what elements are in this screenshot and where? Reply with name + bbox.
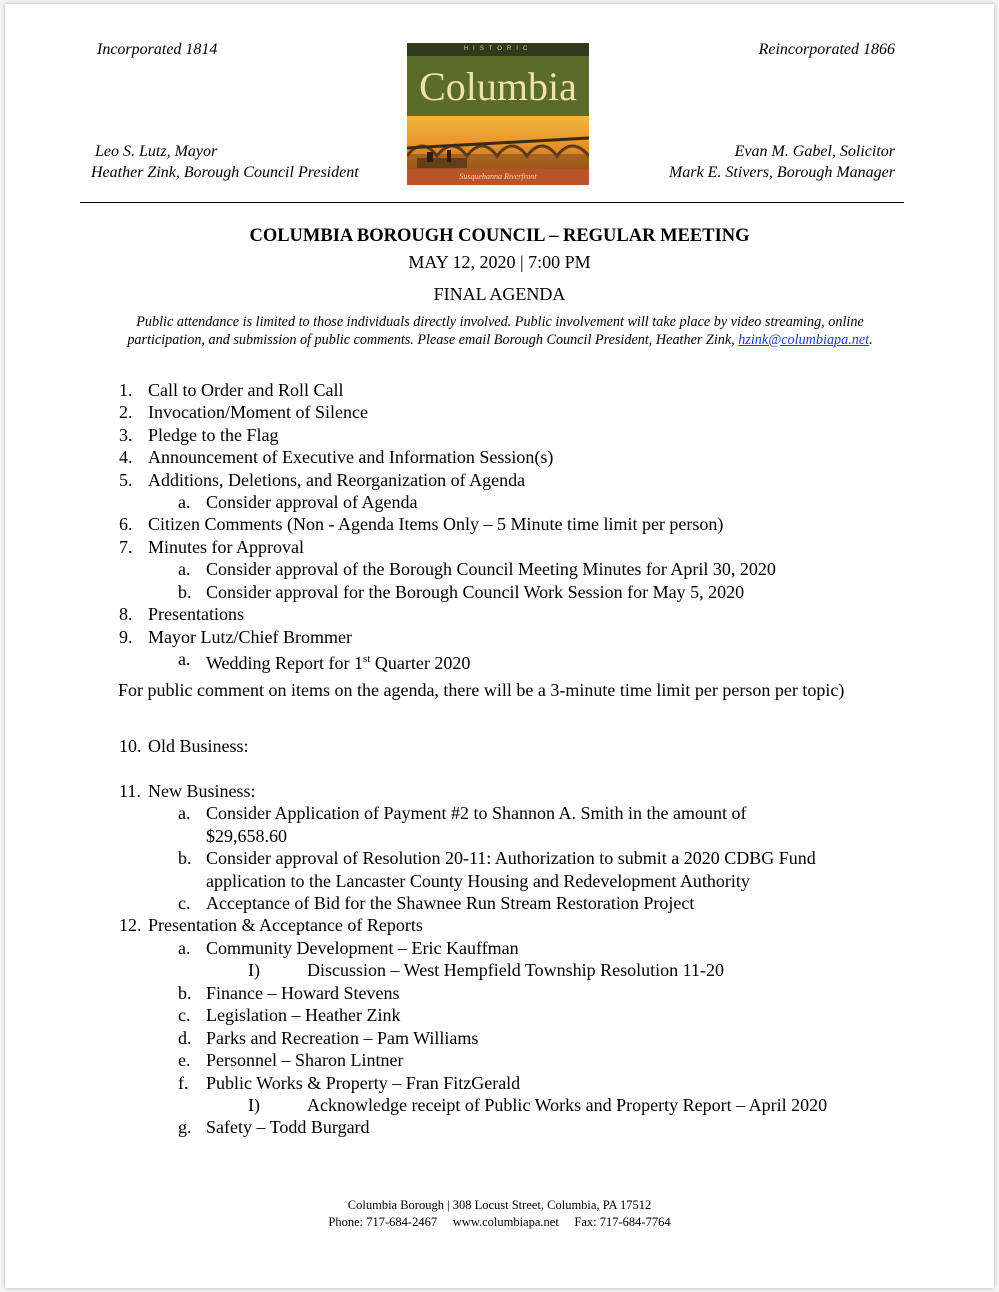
agenda-subitem bbox=[178, 847, 816, 869]
subsubitem-numeral: I) bbox=[248, 960, 260, 980]
subitem-text-post: Quarter 2020 bbox=[370, 653, 471, 673]
item-text: Pledge to the Flag bbox=[148, 425, 279, 445]
agenda-subitem bbox=[178, 1027, 479, 1049]
subitem-text: Parks and Recreation – Pam Williams bbox=[206, 1028, 479, 1048]
solicitor-name: Evan M. Gabel, Solicitor bbox=[734, 143, 895, 160]
notice-text: Public attendance is limited to those individuals directly involved. Public involvement will take place by video streaming, online participation, and submission of public comments. Please email Borough Council President, Heather Zink, bbox=[127, 314, 864, 348]
item-number: 12. bbox=[119, 915, 142, 935]
agenda-heading: FINAL AGENDA bbox=[433, 284, 566, 304]
subitem-text: Finance – Howard Stevens bbox=[206, 983, 400, 1003]
meeting-date-time: MAY 12, 2020 | 7:00 PM bbox=[408, 252, 591, 272]
subitem-text: Legislation – Heather Zink bbox=[206, 1005, 401, 1025]
reincorporated-text: Reincorporated 1866 bbox=[758, 41, 895, 58]
notice-end: . bbox=[869, 331, 873, 348]
subitem-text: Consider Application of Payment #2 to Shannon A. Smith in the amount of bbox=[206, 803, 747, 823]
footer-contact: Phone: 717-684-2467 www.columbiapa.net Fax: 717-684-7764 bbox=[328, 1215, 671, 1229]
agenda-item bbox=[119, 735, 249, 757]
agenda-subitem bbox=[178, 982, 400, 1004]
subitem-text: Personnel – Sharon Lintner bbox=[206, 1050, 404, 1070]
agenda-item bbox=[119, 513, 724, 535]
subitem-letter: g. bbox=[178, 1117, 192, 1137]
subitem-letter: a. bbox=[178, 649, 191, 669]
subsubitem-text: Discussion – West Hempfield Township Resolution 11-20 bbox=[307, 960, 724, 980]
email-link[interactable]: hzink@columbiapa.net bbox=[738, 331, 870, 348]
item-number: 4. bbox=[119, 447, 133, 467]
agenda-item bbox=[119, 424, 279, 446]
agenda-subitem bbox=[178, 1049, 404, 1071]
item-number: 8. bbox=[119, 604, 133, 624]
item-number: 7. bbox=[119, 537, 133, 557]
agenda-item bbox=[119, 401, 368, 423]
subitem-text: Consider approval for the Borough Council Work Session for May 5, 2020 bbox=[206, 582, 745, 602]
subitem-text: Consider approval of Agenda bbox=[206, 492, 418, 512]
subitem-letter: a. bbox=[178, 559, 191, 579]
footer-address: Columbia Borough | 308 Locust Street, Columbia, PA 17512 bbox=[347, 1198, 652, 1212]
agenda-item bbox=[119, 603, 244, 625]
agenda-subsubitem bbox=[248, 959, 724, 981]
subitem-text bbox=[206, 648, 470, 674]
item-number: 1. bbox=[119, 380, 133, 400]
item-text: Invocation/Moment of Silence bbox=[148, 402, 368, 422]
subitem-text: Public Works & Property – Fran FitzGerald bbox=[206, 1073, 521, 1093]
agenda-subitem bbox=[178, 491, 418, 513]
agenda-item bbox=[119, 379, 344, 401]
item-text: Citizen Comments (Non - Agenda Items Only – 5 Minute time limit per person) bbox=[148, 514, 724, 534]
agenda-item bbox=[119, 626, 352, 648]
subsubitem-text: Acknowledge receipt of Public Works and Property Report – April 2020 bbox=[307, 1095, 828, 1115]
subitem-text: Safety – Todd Burgard bbox=[206, 1117, 370, 1137]
agenda-item bbox=[119, 914, 423, 936]
item-text: Announcement of Executive and Information Session(s) bbox=[148, 447, 554, 467]
agenda-item bbox=[119, 536, 304, 558]
subitem-text: Community Development – Eric Kauffman bbox=[206, 938, 519, 958]
item-number: 2. bbox=[119, 402, 133, 422]
item-number: 6. bbox=[119, 514, 133, 534]
agenda-subitem bbox=[178, 1004, 401, 1026]
agenda-subitem bbox=[178, 558, 776, 580]
agenda-subitem bbox=[178, 1116, 370, 1138]
logo-top-band: HISTORIC bbox=[407, 43, 589, 56]
header-divider bbox=[80, 202, 904, 203]
subitem-text-pre: Wedding Report for 1 bbox=[206, 653, 364, 673]
item-number: 11. bbox=[119, 781, 141, 801]
subitem-letter: d. bbox=[178, 1028, 192, 1048]
subitem-letter: f. bbox=[178, 1073, 189, 1093]
agenda-item bbox=[119, 446, 554, 468]
subitem-continuation: $29,658.60 bbox=[206, 826, 287, 846]
ordinal-suffix: st bbox=[363, 653, 371, 665]
agenda-subsubitem bbox=[248, 1094, 828, 1116]
item-text: Call to Order and Roll Call bbox=[148, 380, 344, 400]
subitem-letter: a. bbox=[178, 492, 191, 512]
subitem-letter: b. bbox=[178, 983, 192, 1003]
subitem-text: Consider approval of the Borough Council Meeting Minutes for April 30, 2020 bbox=[206, 559, 776, 579]
item-number: 9. bbox=[119, 627, 133, 647]
item-number: 5. bbox=[119, 470, 133, 490]
council-president-name: Heather Zink, Borough Council President bbox=[91, 164, 359, 181]
subitem-letter: a. bbox=[178, 803, 191, 823]
mayor-name: Leo S. Lutz, Mayor bbox=[95, 143, 218, 160]
public-comment-note: For public comment on items on the agenda, there will be a 3-minute time limit per person per topic) bbox=[118, 680, 845, 700]
columbia-logo bbox=[407, 43, 589, 185]
item-text: Presentations bbox=[148, 604, 244, 624]
public-notice bbox=[120, 314, 880, 349]
subitem-letter: a. bbox=[178, 938, 191, 958]
subitem-letter: c. bbox=[178, 893, 191, 913]
subitem-continuation: application to the Lancaster County Housing and Redevelopment Authority bbox=[206, 871, 750, 891]
item-text: New Business: bbox=[148, 781, 256, 801]
agenda-subitem bbox=[178, 1072, 521, 1094]
meeting-title: COLUMBIA BOROUGH COUNCIL – REGULAR MEETING bbox=[249, 226, 750, 246]
manager-name: Mark E. Stivers, Borough Manager bbox=[668, 164, 895, 181]
incorporated-text: Incorporated 1814 bbox=[97, 41, 218, 58]
agenda-subitem bbox=[178, 802, 747, 824]
subsubitem-numeral: I) bbox=[248, 1095, 260, 1115]
logo-wordmark: Columbia bbox=[419, 64, 577, 109]
agenda-subitem bbox=[178, 937, 519, 959]
item-number: 3. bbox=[119, 425, 133, 445]
logo-tagline: Susquehanna Riverfront bbox=[407, 169, 589, 185]
agenda-subitem bbox=[178, 892, 695, 914]
subitem-text: Acceptance of Bid for the Shawnee Run Stream Restoration Project bbox=[206, 893, 695, 913]
item-text: Old Business: bbox=[148, 736, 249, 756]
subitem-letter: b. bbox=[178, 582, 192, 602]
item-text: Presentation & Acceptance of Reports bbox=[148, 915, 423, 935]
subitem-letter: c. bbox=[178, 1005, 191, 1025]
agenda-subitem bbox=[178, 648, 471, 673]
subitem-letter: e. bbox=[178, 1050, 191, 1070]
item-number: 10. bbox=[119, 736, 142, 756]
item-text: Minutes for Approval bbox=[148, 537, 304, 557]
agenda-subitem bbox=[178, 581, 745, 603]
subitem-letter: b. bbox=[178, 848, 192, 868]
agenda-item bbox=[119, 469, 526, 491]
item-text: Mayor Lutz/Chief Brommer bbox=[148, 627, 352, 647]
agenda-item bbox=[119, 780, 256, 802]
subitem-text: Consider approval of Resolution 20-11: Authorization to submit a 2020 CDBG Fund bbox=[206, 848, 816, 868]
document-page bbox=[5, 4, 994, 1288]
item-text: Additions, Deletions, and Reorganization of Agenda bbox=[148, 470, 526, 490]
